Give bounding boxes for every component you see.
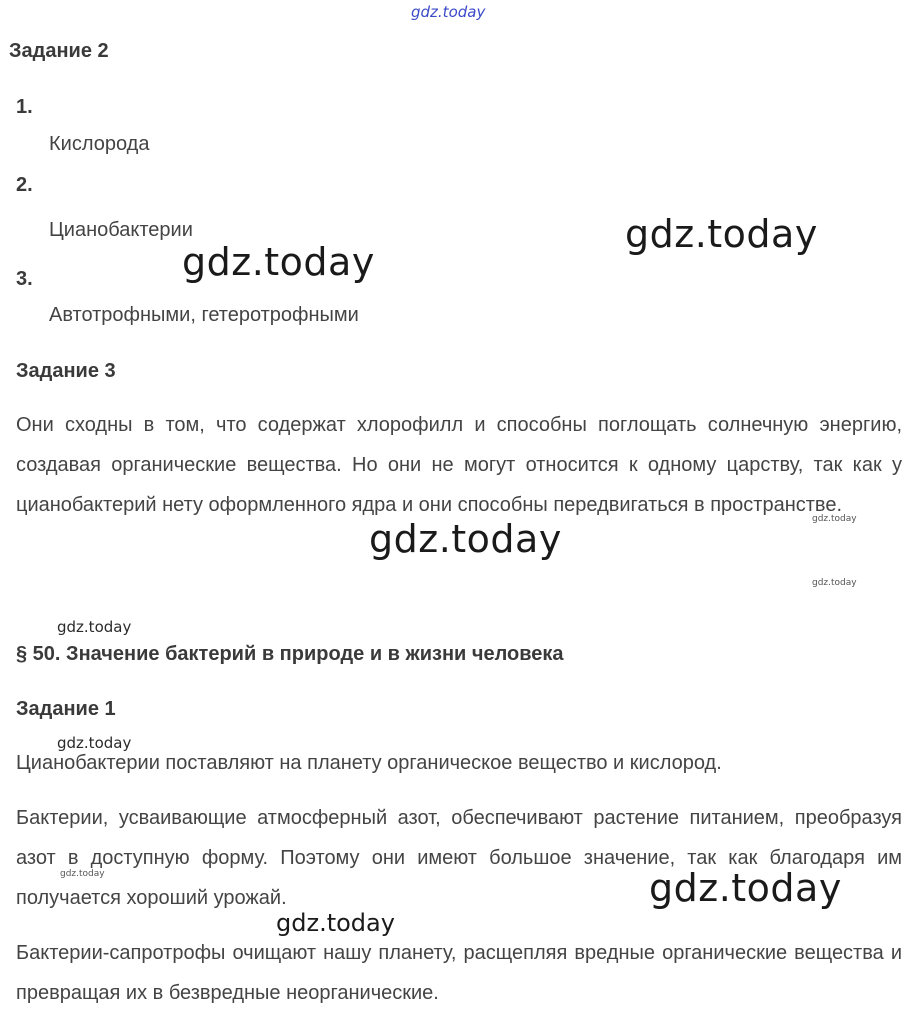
task2-item-3-answer: Автотрофными, гетеротрофными <box>49 304 359 326</box>
watermark-large-1: gdz.today <box>625 212 818 256</box>
watermark-large-3: gdz.today <box>369 517 562 561</box>
task2-title: Задание 2 <box>9 40 109 62</box>
watermark-tiny-3: gdz.today <box>60 869 105 879</box>
watermark-small-1: gdz.today <box>57 618 132 636</box>
task2-item-3-number: 3. <box>16 268 33 290</box>
watermark-tiny-1: gdz.today <box>812 514 857 524</box>
task1-title: Задание 1 <box>16 698 116 720</box>
task1-paragraph-1: Цианобактерии поставляют на планету органическое вещество и кислород. <box>16 752 722 774</box>
task1-paragraph-2: Бактерии, усваивающие атмосферный азот, обеспечивают растение питанием, преобразуя азот в доступную форму. Поэтому они имеют большое значение, так как благодаря им получается хороший урожай. <box>16 807 902 909</box>
task2-item-2-number: 2. <box>16 174 33 196</box>
watermark-medium: gdz.today <box>276 909 395 937</box>
task2-item-2-answer: Цианобактерии <box>49 219 193 241</box>
task3-text: Они сходны в том, что содержат хлорофилл и способны поглощать солнечную энергию, создавая органические вещества. Но они не могут относится к одному царству, так как у цианобактерий нету оформленного ядра и они способны передвигаться в пространстве. <box>16 414 902 516</box>
watermark-top: gdz.today <box>411 3 486 21</box>
watermark-small-2: gdz.today <box>57 734 132 752</box>
task2-item-1-answer: Кислорода <box>49 133 150 155</box>
watermark-large-4: gdz.today <box>649 866 842 910</box>
task2-item-1-number: 1. <box>16 96 33 118</box>
task1-paragraph-3: Бактерии-сапротрофы очищают нашу планету, расщепляя вредные органические вещества и превращая их в безвредные неорганические. <box>16 942 902 1004</box>
task3-title: Задание 3 <box>16 360 116 382</box>
section-title: § 50. Значение бактерий в природе и в жизни человека <box>16 643 564 665</box>
watermark-large-2: gdz.today <box>182 240 375 284</box>
watermark-tiny-2: gdz.today <box>812 578 857 588</box>
